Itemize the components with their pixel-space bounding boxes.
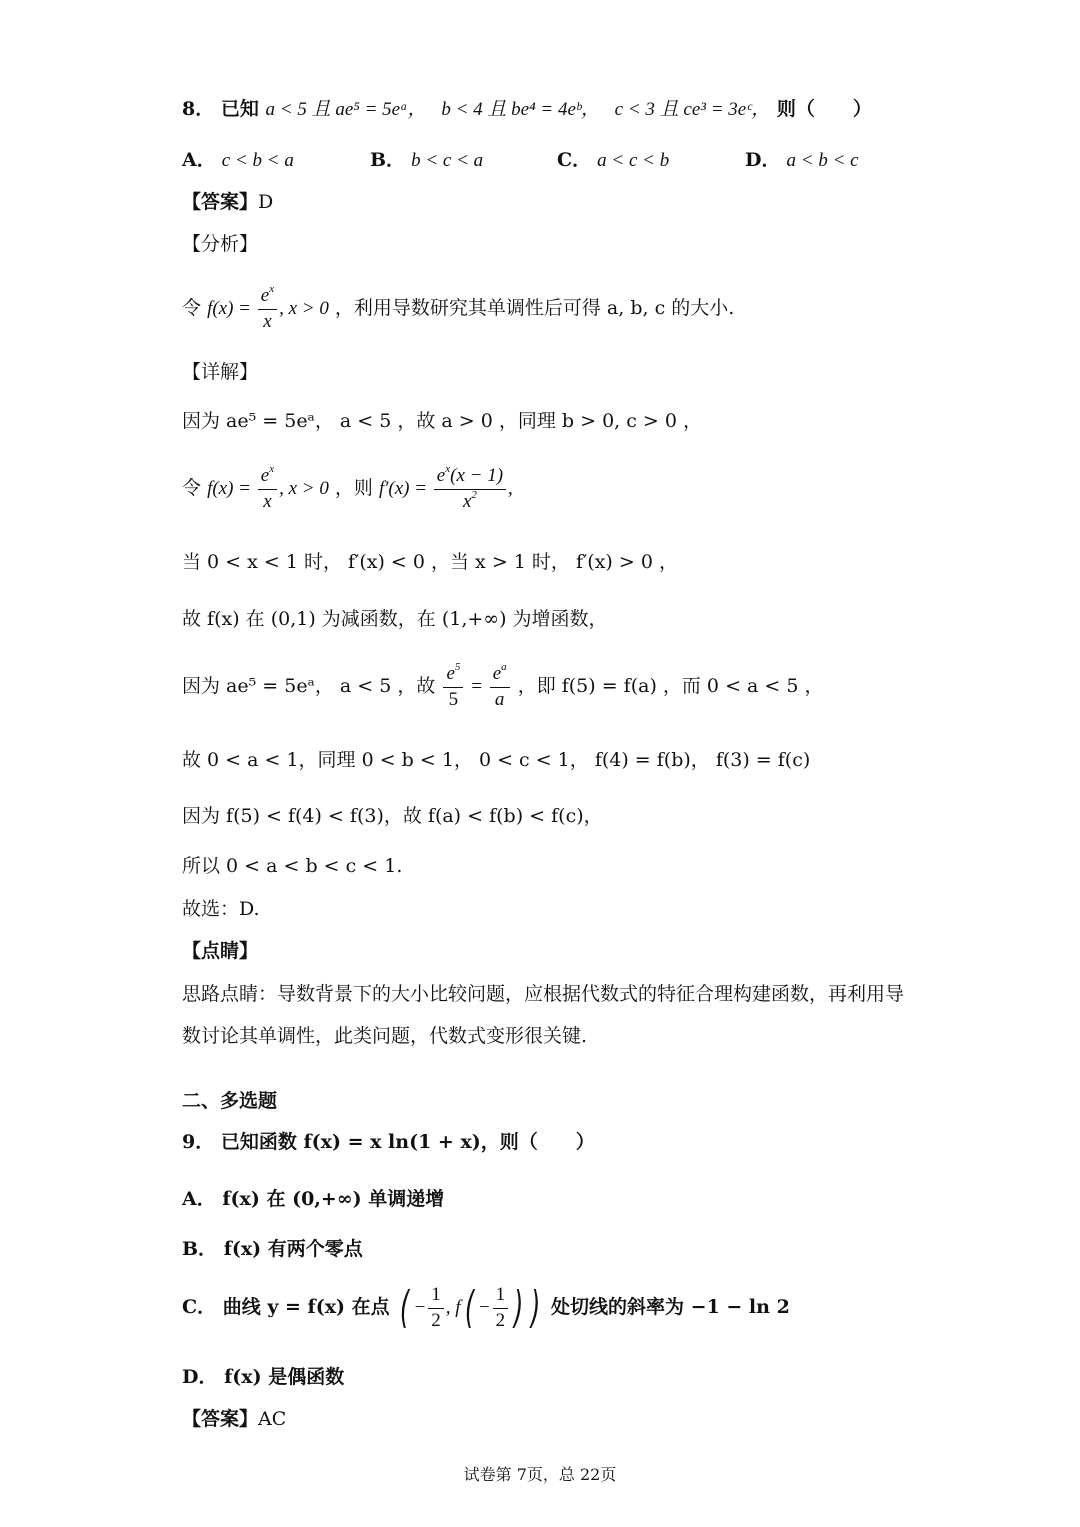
q8-stem-suffix: 则（ ） [776,98,872,120]
q8-option-b [370,151,483,170]
q8-number: 8． [182,98,215,120]
q9-option-c [182,1282,790,1334]
answer8-tag: 【答案】 [182,191,259,213]
q8-cond-c: c < 3 且 ce³ = 3eᶜ， [614,99,771,120]
q8-option-d-text: a < b < c [786,150,859,171]
q8-option-c [557,151,669,170]
comment-tag: 【点睛】 [182,940,259,962]
q8-option-b-label: B． [370,149,406,171]
answer8-value: D [258,191,274,213]
q9-option-b-text: f(x) 有两个零点 [223,1238,363,1260]
detail-tag: 【详解】 [182,361,259,383]
answer9-value: AC [258,1408,287,1430]
q9-option-d-text: f(x) 是偶函数 [224,1366,345,1388]
detail-line-1: 因为 ae⁵ = 5eᵃ， a < 5 ，故 a > 0 ，同理 b > 0, c > 0 ， [182,410,703,432]
detail-line-3: 当 0 < x < 1 时， f′(x) < 0 ，当 x > 1 时， f′(x) > 0 ， [182,551,678,573]
q8-option-a [182,151,294,170]
detail-line-6: 故 0 < a < 1，同理 0 < b < 1， 0 < c < 1， f(4) = f(b)， f(3) = f(c) [182,749,811,771]
q9-number: 9． [182,1131,215,1153]
q9-stem: 已知函数 f(x) = x ln(1 + x)，则（ ） [220,1131,595,1153]
q9-option-a-label: A． [182,1188,216,1210]
analysis-line [182,283,735,333]
detail-line-9: 故选：D. [182,898,260,920]
detail-line-5-suffix: ，即 f(5) = f(a) ，而 0 < a < 5 ， [517,674,824,697]
q9-stem-line [182,1133,595,1152]
q8-cond-a: a < 5 且 ae⁵ = 5eᵃ， [265,99,427,120]
q8-option-a-text: c < b < a [221,150,294,171]
answer9-line [182,1410,286,1429]
q9-option-c-point: ( − $\frac{1}{2}$ , f( − $\frac{1}{2}$ ) ) [400,1282,541,1334]
q9-option-c-prefix: 曲线 y = f(x) 在点 [222,1295,390,1318]
q9-option-c-label: C． [182,1295,217,1318]
q8-cond-b: b < 4 且 be⁴ = 4eᵇ， [441,99,601,120]
q8-stem-prefix: 已知 [220,98,259,120]
q8-option-c-text: a < c < b [597,150,670,171]
q8-option-a-label: A． [182,149,216,171]
q8-option-d-label: D． [745,149,781,171]
detail-line-5-prefix: 因为 ae⁵ = 5eᵃ， a < 5 ，故 [182,674,436,697]
analysis-line-prefix: 令 [182,296,202,319]
q8-option-b-text: b < c < a [411,150,484,171]
q9-option-c-suffix: 处切线的斜率为 −1 − ln 2 [551,1295,790,1318]
detail-line-2-mid: ，则 [334,476,373,499]
q9-option-a [182,1190,444,1209]
answer8-line [182,193,273,212]
q8-option-d [745,151,859,170]
comment-line-1: 思路点睛：导数背景下的大小比较问题，应根据代数式的特征合理构建函数，再利用导 [182,983,905,1005]
answer9-tag: 【答案】 [182,1408,259,1430]
q8-stem [182,100,872,119]
comment-line-2: 数讨论其单调性，此类问题，代数式变形很关键. [182,1025,588,1047]
detail-line-8: 所以 0 < a < b < c < 1. [182,855,403,877]
detail-fraction-equation: $\frac{e^5}{5}$ = $\frac{e^a}{a}$ [441,676,511,697]
analysis-formula: f(x) = $\frac{e^x}{x}$ , x > 0 [207,283,329,332]
analysis-line-suffix: ，利用导数研究其单调性后可得 a, b, c 的大小. [334,296,735,319]
q9-option-d [182,1368,344,1387]
detail-line-2-prefix: 令 [182,476,202,499]
detail-line-5 [182,661,824,711]
detail-line-4: 故 f(x) 在 (0,1) 为减函数，在 (1,+∞) 为增函数， [182,608,608,630]
q8-option-c-label: C． [557,149,592,171]
detail-line-7: 因为 f(5) < f(4) < f(3)，故 f(a) < f(b) < f(c)， [182,805,603,827]
detail-line-2 [182,463,513,513]
q9-option-a-text: f(x) 在 (0,+∞) 单调递增 [222,1188,445,1210]
section-title: 二、多选题 [182,1090,278,1112]
detail-derivative-formula: f′(x) = $\frac{e^x(x - 1)}{x^2}$ , [378,463,513,512]
detail-fx-formula: f(x) = $\frac{e^x}{x}$ , x > 0 [207,463,329,512]
q9-option-d-label: D． [182,1366,218,1388]
q9-option-b [182,1240,363,1259]
page-footer: 试卷第 7页，总 22页 [463,1465,617,1484]
analysis-tag: 【分析】 [182,233,259,255]
q9-option-b-label: B． [182,1238,218,1260]
